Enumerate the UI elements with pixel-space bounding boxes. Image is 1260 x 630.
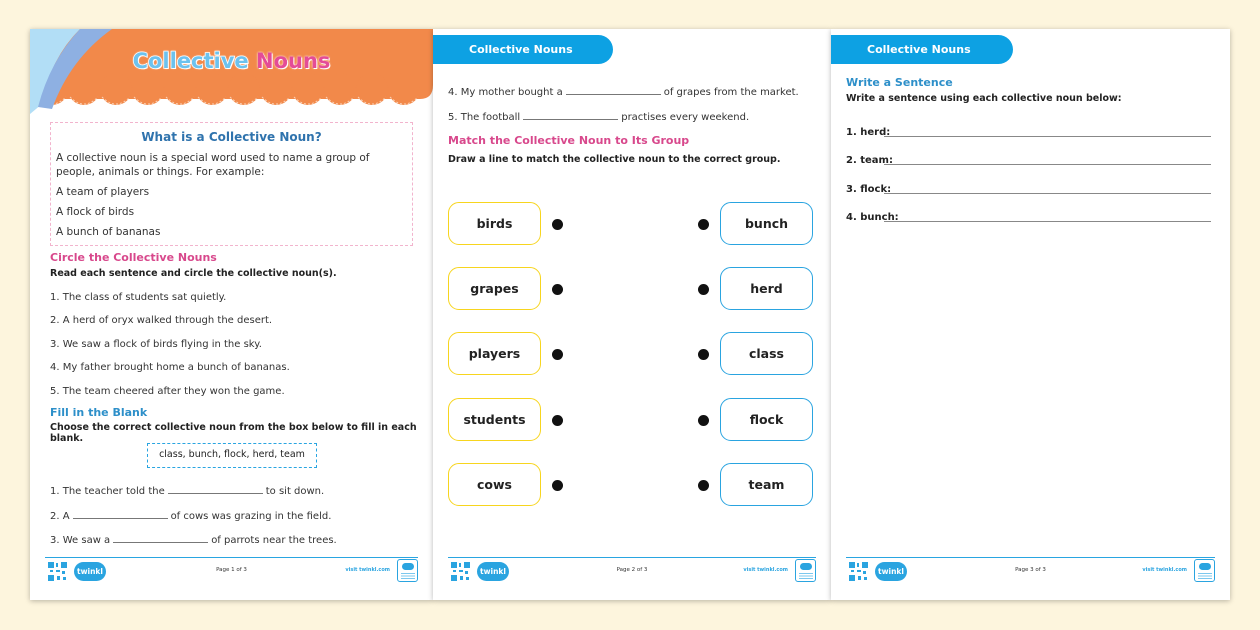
left-word-grapes[interactable]: grapes (448, 267, 541, 310)
write-line-team[interactable] (846, 155, 1211, 166)
quality-badge-icon (397, 559, 418, 582)
title-word-nouns: Nouns (256, 49, 331, 73)
fill-sentence-3 (50, 533, 337, 546)
left-word-birds[interactable]: birds (448, 202, 541, 245)
page-tab-title: Collective Nouns (831, 35, 1013, 64)
fill-sentence-4 (448, 85, 799, 98)
write-line-flock[interactable] (846, 184, 1211, 195)
left-match-dot[interactable] (552, 349, 563, 360)
left-match-dot[interactable] (552, 415, 563, 426)
worksheet-title (30, 49, 433, 73)
title-word-collective: Collective (132, 49, 249, 73)
write-section-instruction: Write a sentence using each collective noun below: (846, 93, 1122, 104)
example-2: A flock of birds (56, 206, 135, 218)
write-section-heading: Write a Sentence (846, 76, 953, 89)
visit-link[interactable]: visit twinkl.com (743, 567, 788, 573)
quality-badge-icon (1194, 559, 1215, 582)
fill-sentence-5 (448, 110, 749, 123)
circle-sentence-5: 5. The team cheered after they won the game. (50, 386, 285, 397)
definition-heading: What is a Collective Noun? (141, 130, 322, 144)
page-footer (448, 557, 816, 585)
fill-sentence-2-before: 2. A (50, 511, 70, 522)
circle-section-instruction: Read each sentence and circle the collective noun(s). (50, 268, 337, 279)
example-1: A team of players (56, 186, 150, 198)
answer-rule (884, 193, 1211, 194)
write-label-flock: 3. flock: (846, 184, 892, 195)
page-number: Page 1 of 3 (216, 567, 247, 573)
left-word-cows[interactable]: cows (448, 463, 541, 506)
fill-sentence-1 (50, 484, 324, 497)
worksheet-page-1 (30, 29, 433, 600)
right-word-team[interactable]: team (720, 463, 813, 506)
example-3: A bunch of bananas (56, 226, 161, 238)
worksheet-page-2 (433, 29, 831, 600)
circle-section-heading: Circle the Collective Nouns (50, 251, 217, 264)
write-label-herd: 1. herd: (846, 127, 891, 138)
right-word-class[interactable]: class (720, 332, 813, 375)
write-line-herd[interactable] (846, 127, 1211, 138)
definition-text: A collective noun is a special word used to name a group of people, animals or things. For example: (56, 152, 370, 178)
match-section-instruction: Draw a line to match the collective noun to the correct group. (448, 154, 781, 165)
left-match-dot[interactable] (552, 219, 563, 230)
answer-blank[interactable] (566, 85, 661, 95)
circle-sentence-2: 2. A herd of oryx walked through the desert. (50, 315, 273, 326)
fill-sentence-5-before: 5. The football (448, 112, 521, 123)
twinkl-logo-icon[interactable]: twinkl (875, 562, 907, 581)
fill-sentence-1-after: to sit down. (265, 486, 325, 497)
worksheet-page-3 (831, 29, 1230, 600)
fill-sentence-4-after: of grapes from the market. (663, 87, 799, 98)
right-word-flock[interactable]: flock (720, 398, 813, 441)
write-label-team: 2. team: (846, 155, 893, 166)
definition-box (50, 122, 413, 246)
answer-rule (884, 164, 1211, 165)
page-footer (45, 557, 418, 585)
fill-sentence-3-before: 3. We saw a (50, 535, 111, 546)
fill-sentence-2 (50, 509, 331, 522)
twinkl-logo-icon[interactable]: twinkl (477, 562, 509, 581)
circle-sentence-4: 4. My father brought home a bunch of bananas. (50, 362, 290, 373)
left-word-students[interactable]: students (448, 398, 541, 441)
answer-rule (884, 221, 1211, 222)
circle-sentence-3: 3. We saw a flock of birds flying in the sky. (50, 339, 262, 350)
right-match-dot[interactable] (698, 284, 709, 295)
fill-sentence-1-before: 1. The teacher told the (50, 486, 165, 497)
match-section-heading: Match the Collective Noun to Its Group (448, 134, 690, 147)
visit-link[interactable]: visit twinkl.com (1142, 567, 1187, 573)
page-number: Page 2 of 3 (616, 567, 648, 573)
answer-blank[interactable] (113, 533, 208, 543)
write-label-bunch: 4. bunch: (846, 212, 899, 223)
page-tab-title: Collective Nouns (433, 35, 613, 64)
write-line-bunch[interactable] (846, 212, 1211, 223)
word-bank-box: class, bunch, flock, herd, team (147, 443, 317, 468)
right-word-bunch[interactable]: bunch (720, 202, 813, 245)
visit-link[interactable]: visit twinkl.com (345, 567, 390, 573)
fill-section-instruction: Choose the correct collective noun from the box below to fill in each blank. (50, 422, 417, 444)
fill-sentence-2-after: of cows was grazing in the field. (170, 511, 332, 522)
right-word-herd[interactable]: herd (720, 267, 813, 310)
left-match-dot[interactable] (552, 480, 563, 491)
fill-section-heading: Fill in the Blank (50, 406, 148, 419)
right-match-dot[interactable] (698, 219, 709, 230)
fill-sentence-3-after: of parrots near the trees. (211, 535, 337, 546)
right-match-dot[interactable] (698, 480, 709, 491)
circle-sentence-1: 1. The class of students sat quietly. (50, 292, 227, 303)
answer-rule (884, 136, 1211, 137)
page-footer (846, 557, 1215, 585)
fill-sentence-5-after: practises every weekend. (621, 112, 750, 123)
page-number: Page 3 of 3 (1015, 567, 1046, 573)
quality-badge-icon (795, 559, 816, 582)
answer-blank[interactable] (523, 110, 618, 120)
twinkl-logo-icon[interactable]: twinkl (74, 562, 106, 581)
right-match-dot[interactable] (698, 415, 709, 426)
left-match-dot[interactable] (552, 284, 563, 295)
left-word-players[interactable]: players (448, 332, 541, 375)
answer-blank[interactable] (168, 484, 263, 494)
fill-sentence-4-before: 4. My mother bought a (448, 87, 563, 98)
answer-blank[interactable] (73, 509, 168, 519)
scalloped-header-banner (30, 29, 433, 131)
right-match-dot[interactable] (698, 349, 709, 360)
